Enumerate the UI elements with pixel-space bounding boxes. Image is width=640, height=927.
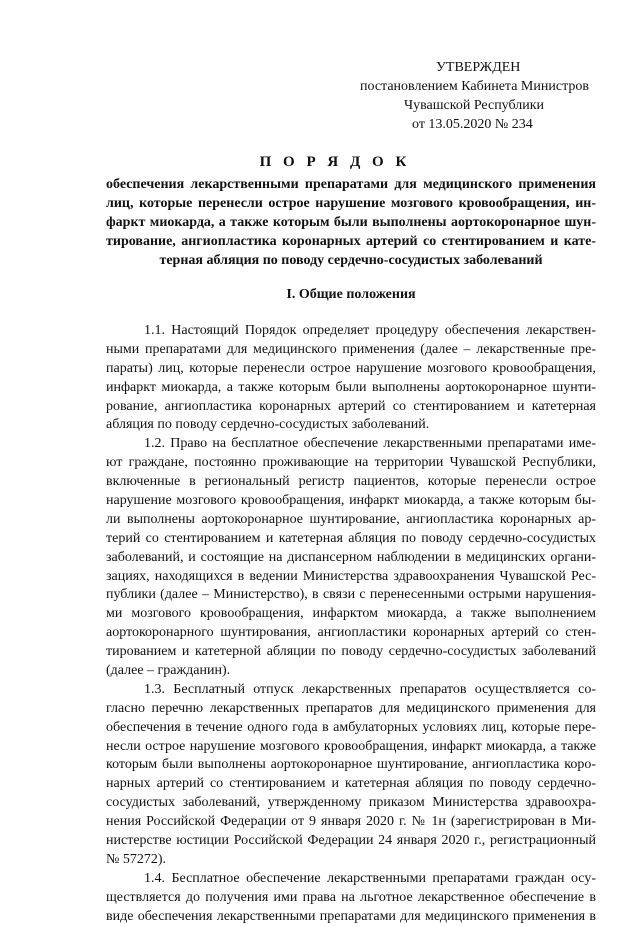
- paragraph-line: нарушение мозгового кровообращения, инфаркт миокарда, а также которым бы-: [106, 493, 596, 509]
- subtitle-line: терная абляция по поводу сердечно-сосудистых заболеваний: [159, 253, 543, 268]
- document-subtitle: [106, 175, 596, 270]
- approval-title: УТВЕРЖДЕН: [436, 60, 521, 75]
- paragraph-line: абляция по поводу сердечно-сосудистых заболеваний.: [106, 417, 430, 433]
- document-title: П О Р Я Д О К: [259, 154, 411, 170]
- subtitle-line: тирование, ангиопластика коронарных артерий со стентированием и кате-: [106, 234, 596, 249]
- paragraph-line: (далее – гражданин).: [106, 663, 231, 679]
- paragraph-line: обеспечения в течение одного года в амбулаторных условиях лиц, которые пере-: [106, 719, 596, 735]
- paragraph-line: ли выполнены аортокоронарное шунтирование, ангиопластика коронарных ар-: [106, 511, 596, 527]
- paragraph-line: 1.3. Бесплатный отпуск лекарственных препаратов осуществляется со-: [144, 681, 596, 697]
- paragraph-line: ществляется до получения ими права на льготное лекарственное обеспечение в: [106, 889, 596, 905]
- paragraph-line: несли острое нарушение мозгового кровообращения, инфаркт миокарда, а также: [106, 738, 596, 754]
- paragraph-line: терий со стентированием и катетерная абляция по поводу сердечно-сосудистых: [106, 530, 596, 546]
- approval-republic: Чувашской Республики: [404, 98, 545, 113]
- paragraph-line: нарных артерий со стентированием и катетерная абляция по поводу сердечно-: [106, 776, 596, 792]
- paragraph-line: виде обеспечения лекарственными препаратами для медицинского применения в: [106, 908, 596, 924]
- paragraph-line: 1.2. Право на бесплатное обеспечение лекарственными препаратами име-: [144, 436, 596, 452]
- paragraph-line: нения Российской Федерации от 9 января 2020 г. № 1н (зарегистрирован в Ми-: [106, 814, 596, 830]
- paragraph-line: заболеваний, и состоящие на диспансерном наблюдении в медицинских органи-: [106, 549, 596, 565]
- approval-authority: постановлением Кабинета Министров: [360, 79, 589, 94]
- paragraph-line: ют граждане, постоянно проживающие на территории Чувашской Республики,: [106, 455, 596, 471]
- paragraph-line: тированием и катетерной абляции по поводу сердечно-сосудистых заболеваний: [106, 644, 596, 660]
- paragraph-line: инфаркт миокарда, а также которым были выполнены аортокоронарное шунти-: [106, 379, 596, 395]
- paragraph-line: № 57272).: [106, 851, 167, 867]
- approval-stamp: [360, 58, 610, 134]
- body-text: [106, 322, 596, 927]
- subtitle-line: лиц, которые перенесли острое нарушение мозгового кровообращения, ин-: [106, 196, 596, 211]
- paragraph-line: зациях, находящихся в ведении Министерства здравоохранения Чувашской Рес-: [106, 568, 596, 584]
- paragraph-line: параты) лиц, которые перенесли острое нарушение мозгового кровообращения,: [106, 360, 596, 376]
- paragraph-line: 1.4. Бесплатное обеспечение лекарственными препаратами граждан осу-: [144, 870, 596, 886]
- paragraph-line: сосудистых заболеваний, утвержденному приказом Министерства здравоохра-: [106, 795, 596, 811]
- paragraph-line: публики (далее – Министерство), в связи с перенесенными острыми нарушения-: [106, 587, 596, 603]
- paragraph-line: включенные в региональный регистр пациентов, которые перенесли острое: [106, 474, 596, 490]
- subtitle-line: фаркт миокарда, а также которым были выполнены аортокоронарное шун-: [106, 215, 596, 230]
- paragraph-line: гласно перечню лекарственных препаратов для медицинского применения для: [106, 700, 596, 716]
- paragraph-line: нистерстве юстиции Российской Федерации 24 января 2020 г., регистрационный: [106, 833, 596, 849]
- paragraph-line: рование, ангиопластика коронарных артерий со стентированием и катетерная: [106, 398, 596, 414]
- subtitle-line: обеспечения лекарственными препаратами для медицинского применения: [106, 177, 596, 192]
- section-heading: I. Общие положения: [286, 287, 416, 302]
- paragraph-line: которым были выполнены аортокоронарное шунтирование, ангиопластика коро-: [106, 757, 596, 773]
- paragraph-line: 1.1. Настоящий Порядок определяет процедуру обеспечения лекарствен-: [144, 323, 596, 338]
- paragraph-line: ми мозгового кровообращения, инфарктом миокарда, а также выполнением: [106, 606, 596, 622]
- paragraph-line: ными препаратами для медицинского применения (далее – лекарственные пре-: [106, 341, 596, 357]
- paragraph-line: аортокоронарного шунтирования, ангиопластики коронарных артерий со стен-: [106, 625, 596, 641]
- approval-date-number: от 13.05.2020 № 234: [412, 117, 533, 132]
